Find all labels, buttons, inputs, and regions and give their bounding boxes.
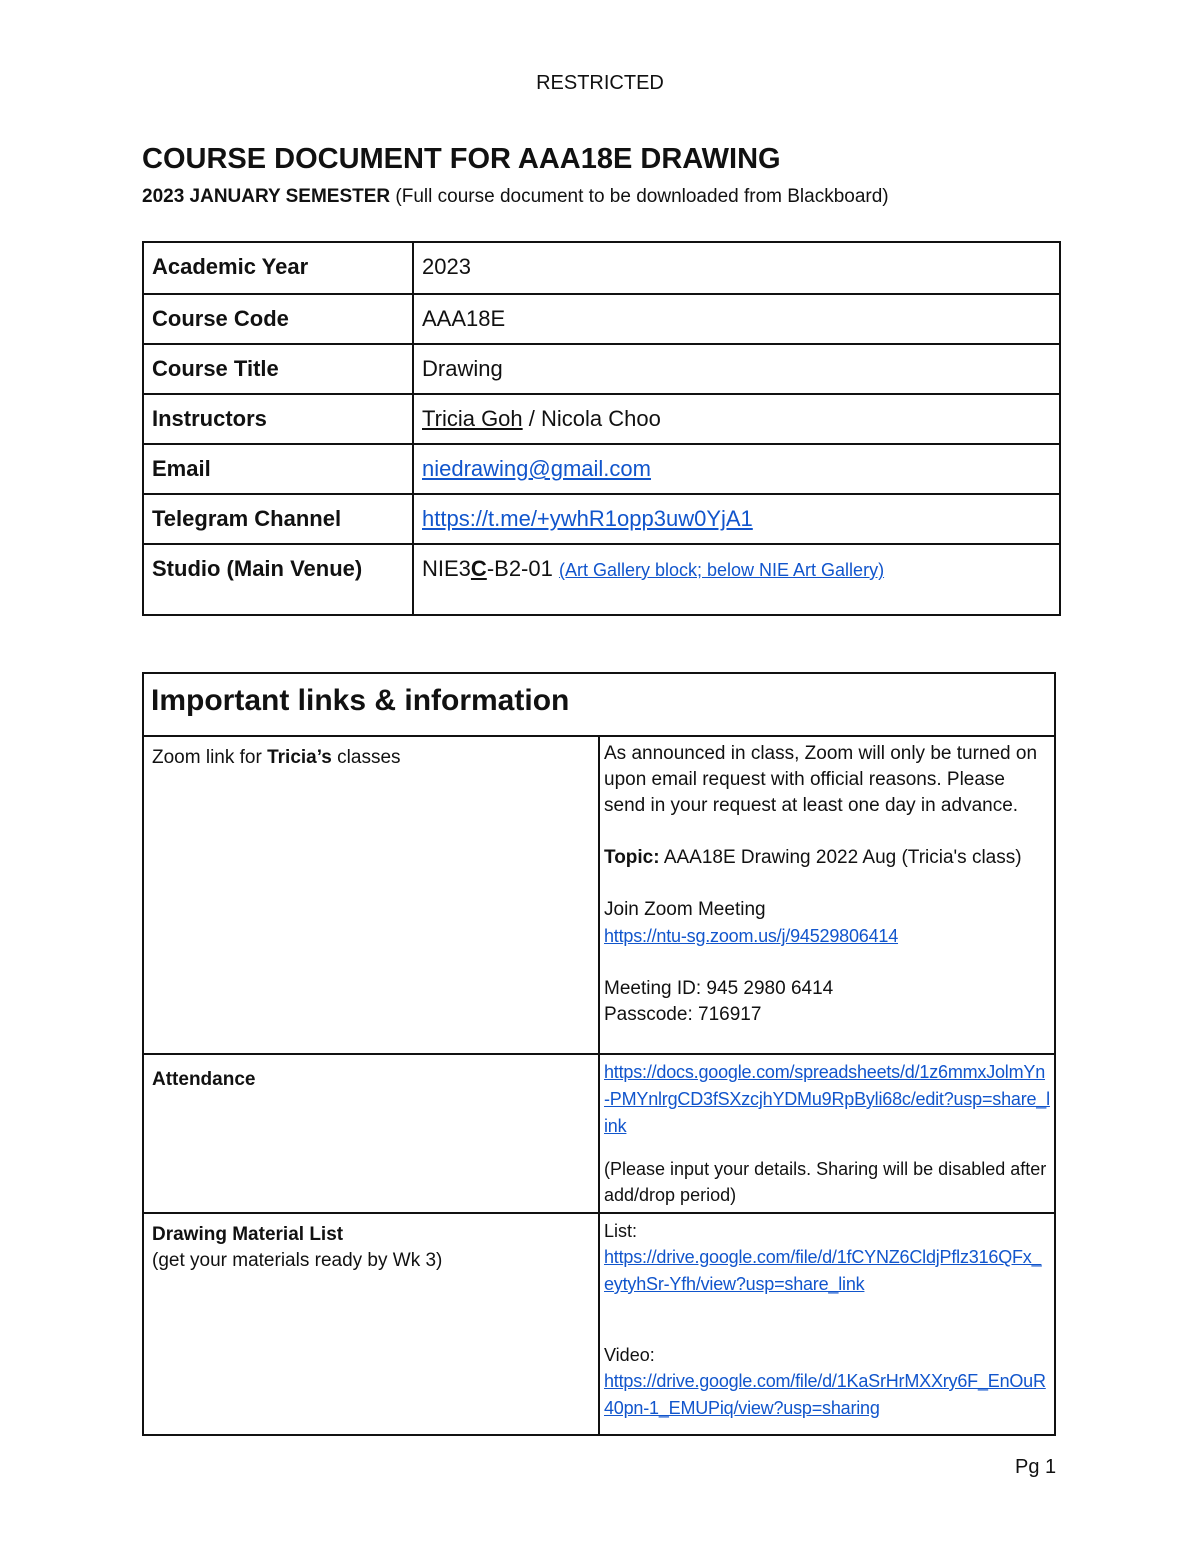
attendance-note: (Please input your details. Sharing will be disabled after add/drop period) (604, 1159, 1047, 1205)
document-subtitle (142, 186, 889, 208)
attendance-label: Attendance (143, 1054, 599, 1213)
attendance-info (599, 1054, 1055, 1213)
zoom-label-pre: Zoom link for (152, 747, 268, 768)
course-code-value: AAA18E (413, 294, 1060, 344)
zoom-topic-label: Topic: (604, 847, 660, 868)
zoom-join-label: Join Zoom Meeting (604, 899, 766, 920)
links-heading: Important links & information (143, 673, 1055, 736)
zoom-topic (604, 845, 1050, 871)
instructor-nicola: Nicola Choo (541, 406, 661, 431)
venue-code-a: NIE3 (422, 556, 471, 581)
zoom-label-post: classes (331, 747, 401, 768)
telegram-link[interactable]: https://t.me/+ywhR1opp3uw0YjA1 (422, 506, 753, 531)
instructors-label: Instructors (143, 394, 413, 444)
table-row (143, 242, 1060, 294)
studio-label: Studio (Main Venue) (143, 544, 413, 615)
venue-map-link[interactable]: (Art Gallery block; below NIE Art Gallery) (558, 560, 885, 580)
materials-label-bold: Drawing Material List (152, 1224, 344, 1245)
academic-year-label: Academic Year (143, 242, 413, 294)
attendance-sheet-link[interactable]: https://docs.google.com/spreadsheets/d/1z6mmxJolmYn-PMYnlrgCD3fSXzcjhYDMu9RpByli68c/edit?usp=share_link (604, 1062, 1050, 1136)
page-number: Pg 1 (1015, 1456, 1057, 1478)
course-title-label: Course Title (143, 344, 413, 394)
table-row (143, 1054, 1055, 1213)
table-row (143, 294, 1060, 344)
zoom-passcode: Passcode: 716917 (604, 1004, 762, 1025)
zoom-meeting-link[interactable]: https://ntu-sg.zoom.us/j/94529806414 (604, 926, 899, 946)
course-code-label: Course Code (143, 294, 413, 344)
zoom-label-bold: Tricia’s (267, 747, 332, 768)
telegram-label: Telegram Channel (143, 494, 413, 544)
course-title-value: Drawing (413, 344, 1060, 394)
materials-label-note: (get your materials ready by Wk 3) (152, 1250, 443, 1271)
email-label: Email (143, 444, 413, 494)
table-row (143, 1213, 1055, 1435)
materials-list-link[interactable]: https://drive.google.com/file/d/1fCYNZ6CldjPflz316QFx_eytyhSr-Yfh/view?usp=share_link (604, 1247, 1042, 1294)
materials-info (599, 1213, 1055, 1435)
zoom-meeting-id: Meeting ID: 945 2980 6414 (604, 978, 834, 999)
zoom-announcement: As announced in class, Zoom will only be turned on upon email request with official reasons. Please send in your request at least one day in advance. (604, 743, 1038, 816)
telegram-cell (413, 494, 1060, 544)
instructors-value (413, 394, 1060, 444)
classification-label: RESTRICTED (536, 72, 664, 94)
zoom-info (599, 736, 1055, 1054)
table-row (143, 444, 1060, 494)
important-links-table (142, 672, 1056, 1436)
document-title: COURSE DOCUMENT FOR AAA18E DRAWING (142, 143, 781, 175)
instructor-separator: / (522, 406, 541, 431)
materials-list-label: List: (604, 1221, 638, 1241)
studio-cell (413, 544, 1060, 615)
materials-label (143, 1213, 599, 1435)
academic-year-value: 2023 (413, 242, 1060, 294)
zoom-label (143, 736, 599, 1054)
semester-label: 2023 JANUARY SEMESTER (142, 186, 391, 207)
course-info-table (142, 241, 1061, 616)
venue-code-b: C (470, 556, 487, 581)
email-cell (413, 444, 1060, 494)
materials-video-label: Video: (604, 1345, 655, 1365)
table-row (143, 736, 1055, 1054)
table-row (143, 494, 1060, 544)
table-row (143, 544, 1060, 615)
zoom-topic-value: AAA18E Drawing 2022 Aug (Tricia's class) (659, 847, 1022, 868)
email-link[interactable]: niedrawing@gmail.com (422, 456, 651, 481)
table-row (143, 394, 1060, 444)
table-row (143, 344, 1060, 394)
materials-video-link[interactable]: https://drive.google.com/file/d/1KaSrHrMXXry6F_EnOuR40pn-1_EMUPiq/view?usp=sharing (604, 1371, 1046, 1418)
instructor-link-tricia[interactable]: Tricia Goh (422, 406, 523, 431)
table-row (143, 673, 1055, 736)
venue-code-c: -B2-01 (486, 556, 559, 581)
subtitle-note: (Full course document to be downloaded from Blackboard) (390, 186, 889, 207)
